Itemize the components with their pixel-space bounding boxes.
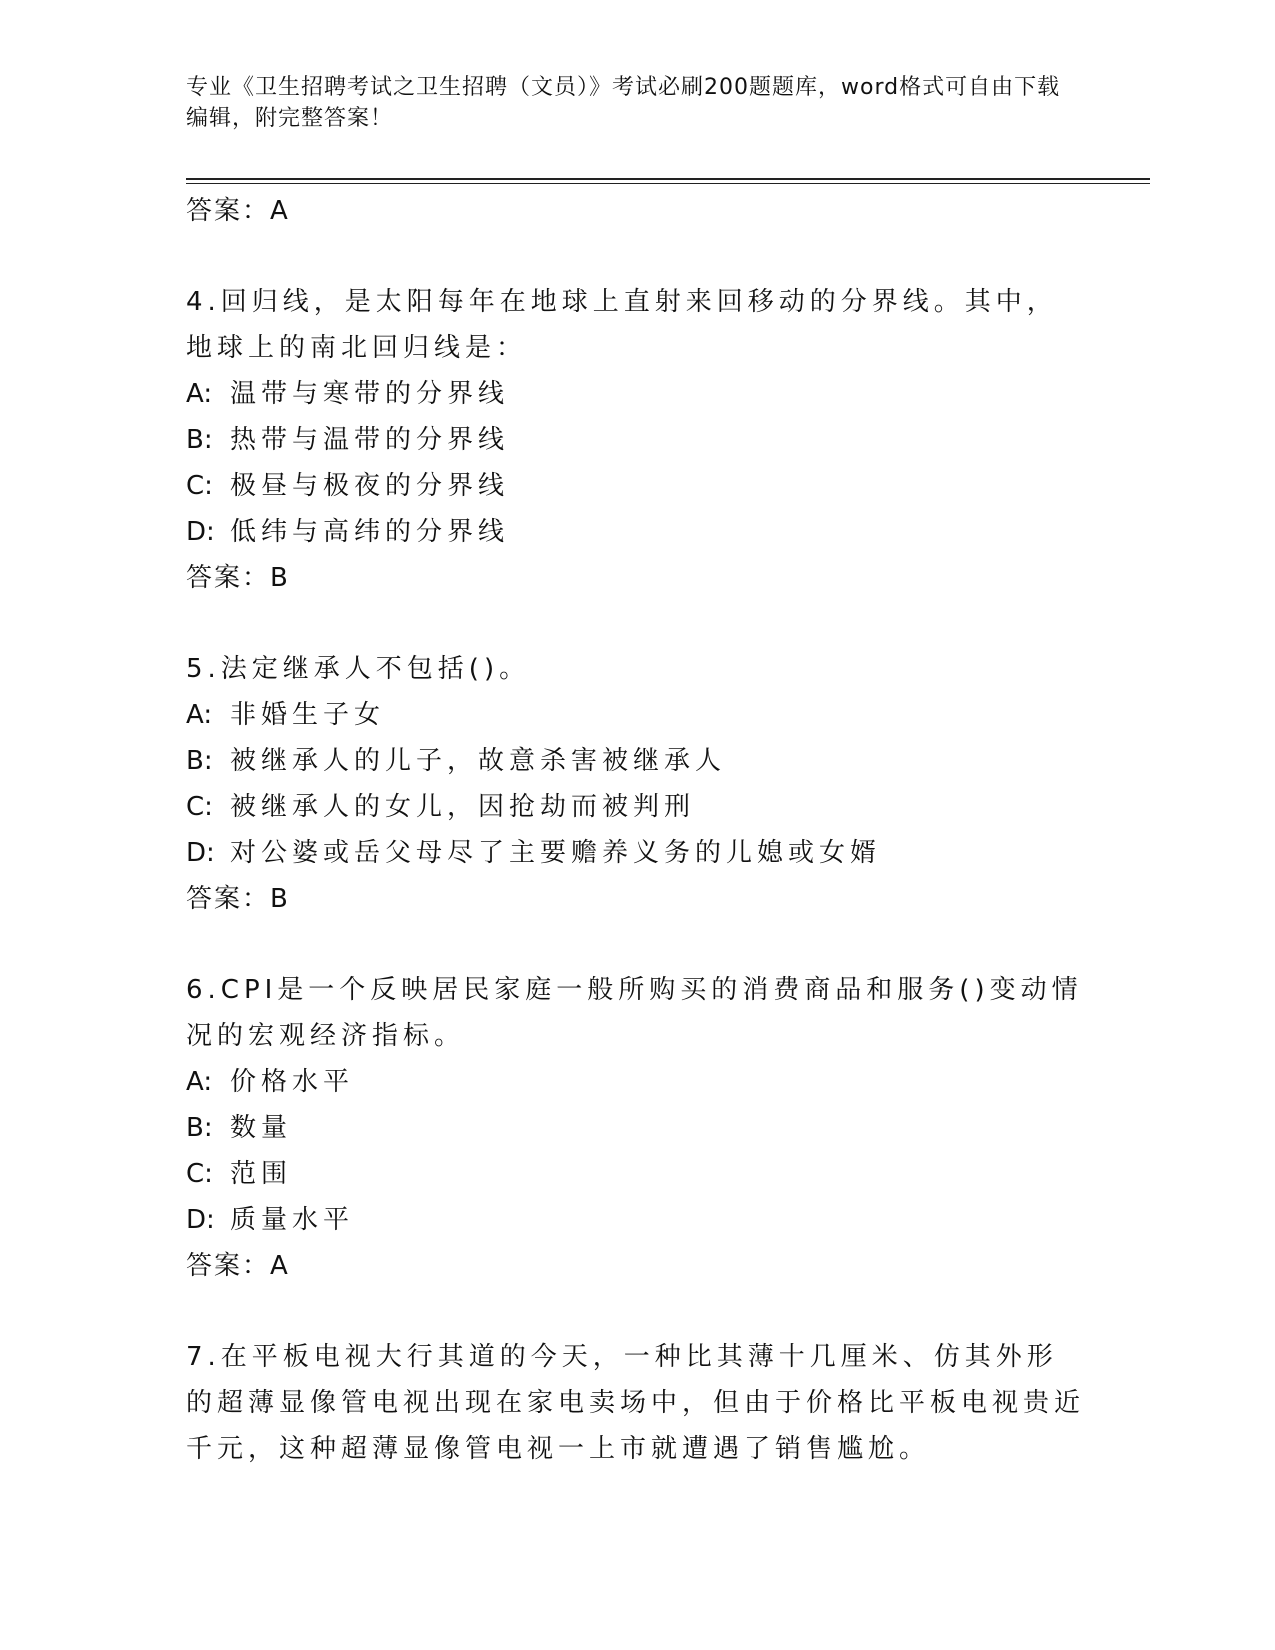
question-block	[186, 1334, 1086, 1472]
option-text: 温带与寒带的分界线	[230, 379, 510, 409]
answer-line: 答案：A	[186, 1251, 290, 1281]
option-letter: B:	[186, 425, 213, 455]
option-b	[186, 1105, 1086, 1151]
option-text: 被继承人的儿子，故意杀害被继承人	[230, 746, 727, 776]
option-letter: A:	[186, 379, 213, 409]
option-letter: B:	[186, 1113, 213, 1143]
option-letter: A:	[186, 1067, 213, 1097]
answer-line: 答案：B	[186, 563, 290, 593]
question-block	[186, 279, 1086, 601]
option-text: 极昼与极夜的分界线	[230, 471, 510, 501]
option-text: 质量水平	[230, 1205, 355, 1235]
option-c	[186, 463, 1086, 509]
option-text: 对公婆或岳父母尽了主要赡养义务的儿媳或女婿	[230, 838, 882, 868]
option-letter: D:	[186, 517, 215, 547]
header-text: 专业《卫生招聘考试之卫生招聘（文员）》考试必刷200题题库，word格式可自由下载编辑，附完整答案！	[186, 75, 1061, 131]
answer-line: 答案：B	[186, 884, 290, 914]
question-block	[186, 967, 1086, 1289]
question-stem: 7.在平板电视大行其道的今天，一种比其薄十几厘米、仿其外形的超薄显像管电视出现在家电卖场中，但由于价格比平板电视贵近千元，这种超薄显像管电视一上市就遭遇了销售尴尬。	[186, 1342, 1086, 1464]
option-a	[186, 371, 1086, 417]
option-letter: C:	[186, 1159, 213, 1189]
option-text: 低纬与高纬的分界线	[230, 517, 510, 547]
option-b	[186, 417, 1086, 463]
option-text: 价格水平	[230, 1067, 355, 1097]
option-text: 范围	[230, 1159, 293, 1189]
option-letter: A:	[186, 700, 213, 730]
answer-line: 答案：A	[186, 196, 290, 226]
option-a	[186, 1059, 1086, 1105]
option-letter: D:	[186, 1205, 215, 1235]
question-stem: 5.法定继承人不包括()。	[186, 654, 531, 684]
option-letter: B:	[186, 746, 213, 776]
question-stem: 4.回归线，是太阳每年在地球上直射来回移动的分界线。其中，地球上的南北回归线是：	[186, 287, 1058, 363]
option-d	[186, 830, 1086, 876]
option-text: 数量	[230, 1113, 293, 1143]
option-b	[186, 738, 1086, 784]
question-stem: 6.CPI是一个反映居民家庭一般所购买的消费商品和服务()变动情况的宏观经济指标。	[186, 975, 1083, 1051]
option-text: 被继承人的女儿，因抢劫而被判刑	[230, 792, 696, 822]
option-text: 热带与温带的分界线	[230, 425, 510, 455]
option-letter: D:	[186, 838, 215, 868]
option-c	[186, 1151, 1086, 1197]
option-letter: C:	[186, 792, 213, 822]
option-letter: C:	[186, 471, 213, 501]
document-header	[186, 72, 1066, 134]
option-d	[186, 509, 1086, 555]
option-a	[186, 692, 1086, 738]
header-divider-thin	[186, 183, 1150, 184]
header-divider-thick	[186, 178, 1150, 180]
document-body	[186, 188, 1086, 1472]
option-c	[186, 784, 1086, 830]
option-d	[186, 1197, 1086, 1243]
question-block	[186, 646, 1086, 922]
option-text: 非婚生子女	[230, 700, 386, 730]
